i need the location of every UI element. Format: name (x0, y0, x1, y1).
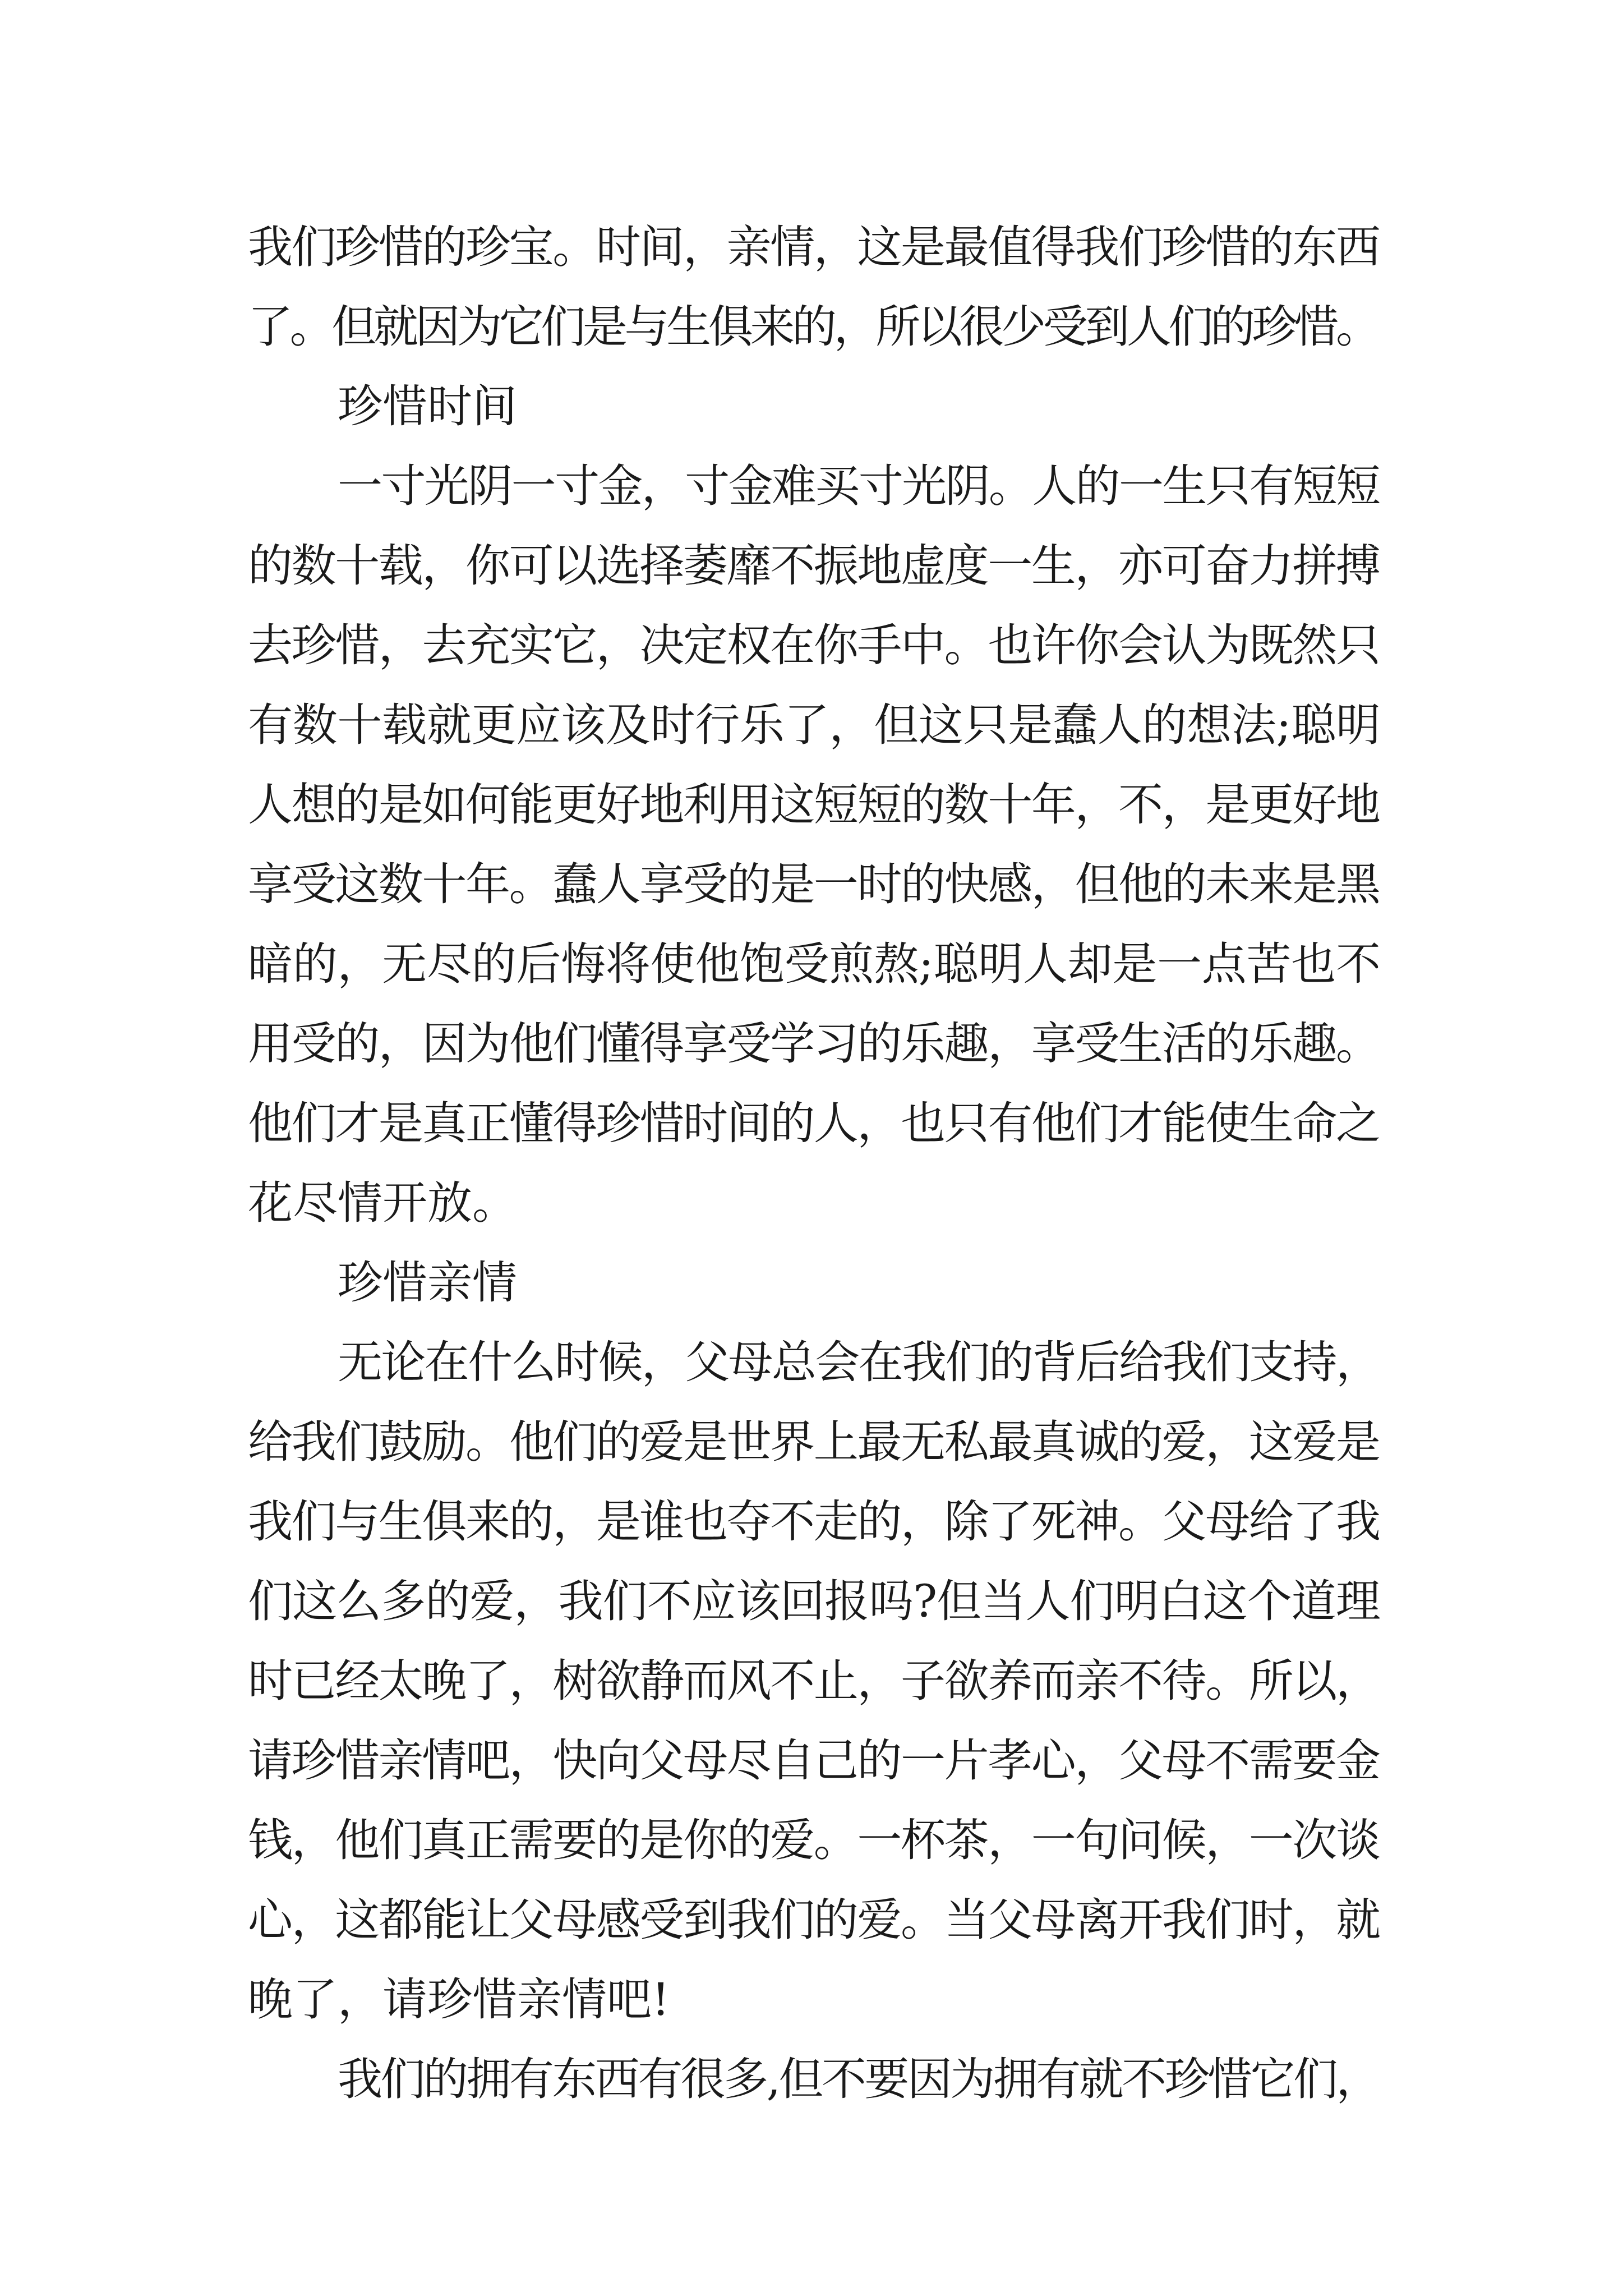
text-line: 珍惜时间 (338, 380, 517, 432)
text-line: 我们的拥有东西有很多,但不要因为拥有就不珍惜它们， (338, 2053, 1379, 2105)
text-line: 人想的是如何能更好地利用这短短的数十年，不，是更好地 (248, 779, 1380, 831)
text-line: 们这么多的爱，我们不应该回报吗?但当人们明白这个道理 (248, 1575, 1380, 1627)
text-line: 我们珍惜的珍宝。时间，亲情，这是最值得我们珍惜的东西 (248, 221, 1380, 273)
text-line: 去珍惜，去充实它，决定权在你手中。也许你会认为既然只 (248, 619, 1380, 671)
text-line: 用受的，因为他们懂得享受学习的乐趣，享受生活的乐趣。 (248, 1018, 1380, 1070)
text-line: 有数十载就更应该及时行乐了，但这只是蠢人的想法;聪明 (248, 699, 1381, 751)
text-line: 钱，他们真正需要的是你的爱。一杯茶，一句问候，一次谈 (248, 1814, 1380, 1866)
text-line: 暗的，无尽的后悔将使他饱受煎熬;聪明人却是一点苦也不 (248, 938, 1381, 990)
text-line: 给我们鼓励。他们的爱是世界上最无私最真诚的爱，这爱是 (248, 1416, 1380, 1468)
text-line: 请珍惜亲情吧，快向父母尽自己的一片孝心，父母不需要金 (248, 1734, 1380, 1787)
text-line: 他们才是真正懂得珍惜时间的人，也只有他们才能使生命之 (248, 1097, 1380, 1149)
document-body (248, 208, 1381, 2119)
text-line: 一寸光阴一寸金，寸金难买寸光阴。人的一生只有短短 (338, 460, 1380, 512)
text-line: 时已经太晚了，树欲静而风不止，子欲养而亲不待。所以， (248, 1655, 1380, 1707)
text-line: 我们与生俱来的，是谁也夺不走的，除了死神。父母给了我 (248, 1496, 1380, 1548)
text-line: 心，这都能让父母感受到我们的爱。当父母离开我们时，就 (248, 1894, 1380, 1946)
text-line: 无论在什么时候，父母总会在我们的背后给我们支持， (338, 1336, 1380, 1388)
text-line: 的数十载，你可以选择萎靡不振地虚度一生，亦可奋力拼搏 (248, 540, 1380, 592)
text-line: 珍惜亲情 (338, 1257, 517, 1309)
text-line: 花尽情开放。 (248, 1177, 517, 1229)
text-line: 晚了，请珍惜亲情吧! (248, 1973, 670, 2026)
text-line: 享受这数十年。蠢人享受的是一时的快感，但他的未来是黑 (248, 858, 1380, 910)
text-line: 了。但就因为它们是与生俱来的，所以很少受到人们的珍惜。 (248, 301, 1378, 353)
